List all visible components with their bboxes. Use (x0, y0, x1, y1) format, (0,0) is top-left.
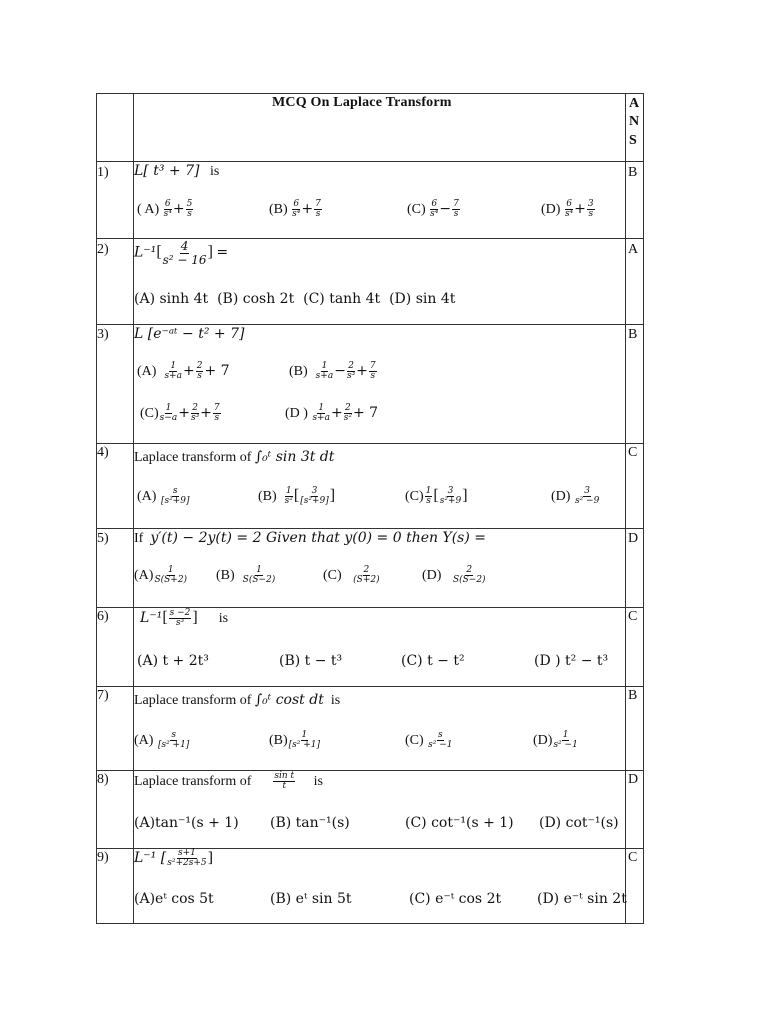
question-stem (134, 849, 213, 869)
answer: C (628, 445, 638, 460)
option-label: (A) (137, 364, 157, 380)
fraction: $\frac{1}{S(S-2)}$ (242, 565, 276, 586)
option-c: (C) $\frac{1}{s-a}$ + $\frac{2}{\text{s³}}$ + $\frac{7}{s}$ (140, 403, 220, 424)
option-label: (B) (258, 489, 277, 505)
fraction: $\frac{6}{\text{s⁴}}$ (564, 199, 574, 220)
option-b: (B) $\frac{6}{\text{s⁴}}$ + $\frac{7}{s}$ (269, 199, 321, 220)
fraction: $\frac{4}{\text{s² − 16}}$ (162, 239, 207, 267)
col-divider (643, 93, 644, 924)
option-d (422, 566, 487, 586)
question-stem (134, 531, 486, 546)
option-b: (B) $\frac{1}{\text{s²}}$ [ $\frac{3}{\text{[s²+9]}}$ ] (258, 486, 336, 507)
question-number: 3) (97, 327, 109, 342)
answer: B (628, 688, 638, 703)
fraction: $\frac{s+1}{\text{s²+2s+5}}$ (167, 848, 207, 869)
fraction: $\frac{1}{\text{s² −1}}$ (553, 730, 578, 751)
fraction: $\frac{3}{\text{[s²+9]}}$ (300, 486, 329, 507)
fraction: $\frac{2}{\text{s²}}$ (343, 403, 352, 424)
fraction: $\frac{2}{\text{s³}}$ (346, 361, 356, 382)
fraction: $\frac{1}{s+a}$ (315, 361, 334, 382)
option-a: (A)tan⁻¹(s + 1) (134, 815, 239, 831)
stem-text: Laplace transform of (134, 774, 252, 790)
fraction: $\frac{s -2}{\text{s³}}$ (169, 608, 191, 629)
answer: D (628, 772, 639, 787)
row-divider (96, 324, 644, 325)
fraction: $\frac{\text{sin t}}{t}$ (274, 771, 295, 792)
option-b: (B) tan⁻¹(s) (270, 815, 350, 831)
fraction: $\frac{7}{s}$ (315, 199, 321, 220)
answer: C (628, 609, 638, 624)
option-c: (C) cot⁻¹(s + 1) (405, 815, 514, 831)
row-divider (96, 686, 644, 687)
option-label: (D) (533, 733, 553, 749)
row-divider (96, 770, 644, 771)
option-b (216, 566, 276, 586)
fraction: $\frac{3}{\text{s²+9}}$ (439, 486, 462, 507)
stem-math: L⁻¹ (134, 244, 157, 261)
stem-text: is (330, 693, 341, 708)
option-a: (A) sinh 4t (134, 291, 209, 307)
fraction: $\frac{1}{\text{s²}}$ (284, 486, 293, 507)
option-label: (B) (269, 733, 288, 749)
option-d: (D ) t² − t³ (534, 653, 609, 669)
row-divider (96, 443, 644, 444)
fraction: $\frac{6}{\text{s⁴}}$ (430, 199, 439, 220)
fraction: $\frac{2}{(S+2)}$ (353, 565, 380, 586)
option-a (134, 731, 190, 751)
option-a: (A) t + 2t³ (137, 653, 209, 669)
option-a: (A)eᵗ cos 5t (134, 891, 214, 907)
question-number: 8) (97, 772, 109, 787)
stem-math: L⁻¹ [ (134, 850, 167, 867)
question-number: 4) (97, 445, 109, 460)
option-a (137, 487, 190, 507)
question-stem (134, 693, 340, 708)
option-label: (B) (269, 202, 288, 218)
option-a: ( A) $\frac{6}{\text{s⁴}}$ + $\frac{5}{s}$ (137, 199, 193, 220)
row-divider (96, 528, 644, 529)
question-number: 7) (97, 688, 109, 703)
col-divider (96, 93, 97, 924)
fraction: $\frac{6}{\text{s⁴}}$ (163, 199, 172, 220)
option-a: (A) $\frac{1}{s+a}$ + $\frac{2}{s}$ + 7 (137, 361, 230, 382)
ans-header-n: N (629, 114, 640, 129)
stem-math: ∫₀ᵗ sin 3t dt (254, 449, 335, 465)
answer: A (628, 242, 639, 257)
ans-header-s: S (629, 133, 637, 148)
option-label: (D) (541, 202, 561, 218)
fraction: $\frac{2}{\text{s³}}$ (190, 403, 200, 424)
option-b: (B) $\frac{1}{s+a}$ − $\frac{2}{\text{s³}}$ + $\frac{7}{s}$ (289, 361, 376, 382)
option-d: (D) cot⁻¹(s) (539, 815, 619, 831)
fraction: $\frac{s}{\text{[s² +1]}}$ (157, 730, 190, 751)
option-label: (C) (405, 733, 424, 749)
stem-text: Laplace transform of (134, 693, 252, 708)
stem-text: is (209, 164, 220, 179)
option-label: (B) (216, 568, 235, 584)
fraction: $\frac{s}{\text{s² −1}}$ (428, 730, 453, 751)
option-d: (D) e⁻ᵗ sin 2t (537, 891, 627, 907)
question-number: 9) (97, 850, 109, 865)
option-label: (A) (134, 733, 154, 749)
fraction: $\frac{2}{s}$ (196, 361, 203, 382)
question-stem: L [e⁻ᵃᵗ − t² + 7] (134, 326, 245, 342)
option-c: (C) $\frac{1}{s}$ [ $\frac{3}{\text{s²+9}}$ ] (405, 486, 468, 507)
fraction: $\frac{1}{\text{[s² +1]}}$ (288, 730, 321, 751)
stem-text: is (313, 774, 324, 790)
col-divider (133, 93, 134, 924)
stem-text: Laplace transform of (134, 450, 252, 465)
stem-math: L⁻¹ (140, 610, 163, 627)
fraction: $\frac{2}{S(S-2)}$ (452, 565, 486, 586)
option-label: (A) (134, 568, 154, 584)
option-b: (B) cosh 2t (217, 291, 295, 307)
question-stem (134, 450, 334, 465)
col-divider (625, 93, 626, 924)
fraction: $\frac{7}{s}$ (453, 199, 459, 220)
answer: B (628, 165, 638, 180)
option-label: (B) (289, 364, 308, 380)
stem-text: If (134, 531, 144, 546)
option-label: (C) (323, 568, 342, 584)
fraction: $\frac{7}{s}$ (213, 403, 220, 424)
option-d: (D) sin 4t (389, 291, 456, 307)
question-stem: L⁻¹[ $\frac{4}{\text{s² − 16}}$ ] = (134, 239, 229, 267)
option-c: (C) tanh 4t (303, 291, 381, 307)
option-c: (C) t − t² (401, 653, 465, 669)
option-b (269, 731, 321, 751)
stem-text: is (218, 611, 229, 627)
option-label: (D) (422, 568, 442, 584)
option-c: (C) e⁻ᵗ cos 2t (409, 891, 502, 907)
option-label: (C) (405, 489, 424, 505)
answer: C (628, 850, 638, 865)
row-divider (96, 161, 644, 162)
option-label: (A) (137, 489, 157, 505)
question-number: 1) (97, 165, 109, 180)
option-label: (D ) (285, 406, 308, 422)
fraction: $\frac{5}{s}$ (186, 199, 193, 220)
options-line (134, 292, 455, 306)
question-stem: L⁻¹[ $\frac{s -2}{\text{s³}}$ ] is (140, 608, 229, 629)
fraction: $\frac{1}{S(S+2)}$ (154, 565, 188, 586)
option-label: (D) (551, 489, 571, 505)
option-d: (D) $\frac{6}{\text{s⁴}}$ + $\frac{3}{s}$ (541, 199, 594, 220)
question-number: 5) (97, 531, 109, 546)
stem-math: y′(t) − 2y(t) = 2 Given that y(0) = 0 then Y(s) = (150, 530, 486, 546)
option-d (551, 487, 600, 507)
option-c (405, 731, 454, 751)
option-b: (B) t − t³ (279, 653, 343, 669)
fraction: $\frac{1}{s+a}$ (312, 403, 330, 424)
fraction: $\frac{s}{\text{[s²+9]}}$ (160, 486, 190, 507)
option-c: (C) $\frac{6}{\text{s⁴}}$ − $\frac{7}{s}$ (407, 199, 459, 220)
stem-math: ∫₀ᵗ cost dt (254, 692, 324, 708)
option-label: (C) (140, 406, 159, 422)
fraction: $\frac{3}{s}$ (587, 199, 594, 220)
fraction: $\frac{1}{s}$ (425, 486, 432, 507)
question-number: 2) (97, 242, 109, 257)
answer: B (628, 327, 638, 342)
option-d: (D ) $\frac{1}{s+a}$ + $\frac{2}{\text{s²}}$ + 7 (285, 403, 379, 424)
question-number: 6) (97, 609, 109, 624)
option-b: (B) eᵗ sin 5t (270, 891, 352, 907)
ans-header-a: A (629, 96, 640, 111)
stem-math: L[ t³ + 7] (134, 163, 200, 179)
fraction: $\frac{3}{\text{s² −9}}$ (574, 486, 600, 507)
row-divider (96, 93, 644, 94)
option-label: ( A) (137, 202, 160, 218)
fraction: $\frac{6}{\text{s⁴}}$ (292, 199, 301, 220)
option-a (134, 566, 188, 586)
question-stem (134, 772, 323, 792)
row-divider (96, 923, 644, 924)
stem-text: ] (207, 850, 214, 867)
option-c (323, 566, 381, 586)
stem-text: = (216, 244, 229, 261)
fraction: $\frac{1}{s+a}$ (164, 361, 182, 382)
question-stem (134, 164, 219, 179)
row-divider (96, 238, 644, 239)
option-d (533, 731, 579, 751)
fraction: $\frac{1}{s-a}$ (159, 403, 178, 424)
answer: D (628, 531, 639, 546)
option-label: (C) (407, 202, 426, 218)
page-title: MCQ On Laplace Transform (272, 95, 452, 110)
fraction: $\frac{7}{s}$ (369, 361, 376, 382)
